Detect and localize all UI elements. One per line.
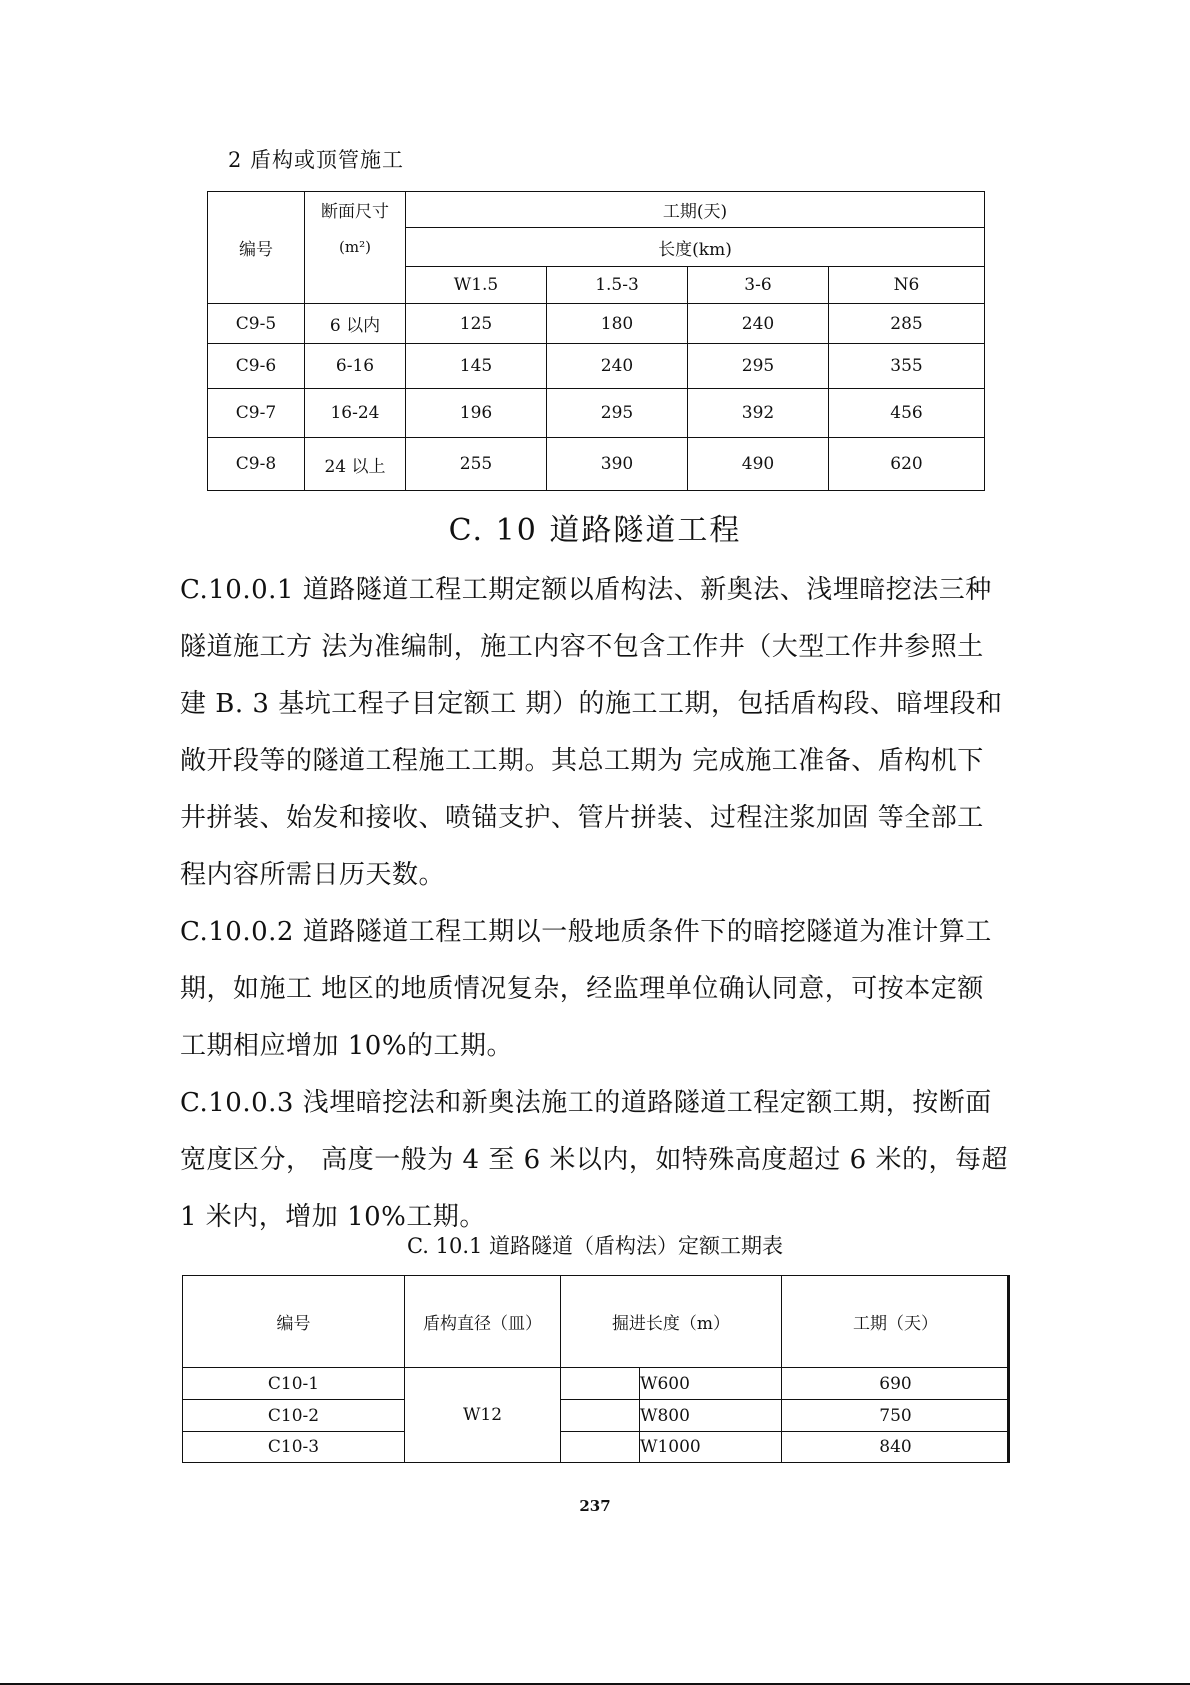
row-id: C10-2 <box>183 1400 405 1432</box>
header-id: 编号 <box>183 1276 405 1368</box>
row-value: 620 <box>829 438 985 491</box>
section-title: 2 盾构或顶管施工 <box>228 148 405 172</box>
row-value: 125 <box>406 304 547 344</box>
paragraph: C.10.0.1 道路隧道工程工期定额以盾构法、新奥法、浅埋暗挖法三种隧道施工方 法为准编制，施工内容不包含工作井（大型工作井参照土建 B. 3 基坑工程子目定额工 期）的施工工期，包括盾构段、暗埋段和敞开段等的隧道工程施工工期。其总工期为 完成施工准备、盾构机下井拼装、始发和接收、喷锚支护、管片拼装、过程注浆加固 等全部工程内容所需日历天数。 <box>180 575 1003 890</box>
row-value: 196 <box>406 389 547 438</box>
header-length-col: N6 <box>829 267 985 304</box>
tunnel-duration-table <box>182 1275 1010 1463</box>
row-id: C9-8 <box>208 438 305 491</box>
row-value: 285 <box>829 304 985 344</box>
header-diameter: 盾构直径（皿） <box>405 1276 561 1368</box>
row-id: C9-7 <box>208 389 305 438</box>
table-row <box>183 1432 1010 1463</box>
table-row <box>208 438 985 491</box>
blank-cell <box>561 1400 640 1432</box>
table-row <box>183 1400 1010 1432</box>
table-row <box>208 304 985 344</box>
row-id: C9-5 <box>208 304 305 344</box>
row-id: C10-3 <box>183 1432 405 1463</box>
blank-cell <box>561 1432 640 1463</box>
blank-cell <box>561 1368 640 1400</box>
table-double-border <box>1004 1275 1009 1462</box>
row-value: 390 <box>547 438 688 491</box>
header-length: 掘进长度（m） <box>561 1276 782 1368</box>
header-length-col: 3-6 <box>688 267 829 304</box>
row-section: 16-24 <box>305 389 406 438</box>
header-duration: 工期(天) <box>406 192 985 228</box>
row-duration: 690 <box>782 1368 1010 1400</box>
table-row <box>208 389 985 438</box>
row-value: 240 <box>688 304 829 344</box>
table-caption: C. 10.1 道路隧道（盾构法）定额工期表 <box>406 1234 784 1258</box>
chapter-title: C. 10 道路隧道工程 <box>448 513 742 548</box>
row-length: W1000 <box>640 1432 782 1463</box>
row-value: 145 <box>406 344 547 389</box>
header-id: 编号 <box>208 192 305 304</box>
row-duration: 750 <box>782 1400 1010 1432</box>
row-value: 355 <box>829 344 985 389</box>
table-row <box>208 344 985 389</box>
row-value: 255 <box>406 438 547 491</box>
paragraph-block <box>180 562 1010 1246</box>
header-duration: 工期（天） <box>782 1276 1010 1368</box>
row-section: 24 以上 <box>305 438 406 491</box>
row-length: W600 <box>640 1368 782 1400</box>
header-section-line1: 断面尺寸 <box>305 192 406 228</box>
header-section-line2: (m²) <box>305 228 406 267</box>
paragraph: C.10.0.2 道路隧道工程工期以一般地质条件下的暗挖隧道为准计算工期，如施工 地区的地质情况复杂，经监理单位确认同意，可按本定额工期相应增加 10%的工期。 <box>180 917 992 1061</box>
row-value: 295 <box>688 344 829 389</box>
row-length: W800 <box>640 1400 782 1432</box>
row-id: C10-1 <box>183 1368 405 1400</box>
table-row <box>183 1368 1010 1400</box>
header-section-blank <box>305 267 406 304</box>
diameter-cell: W12 <box>405 1368 561 1463</box>
paragraph: C.10.0.3 浅埋暗挖法和新奥法施工的道路隧道工程定额工期，按断面宽度区分， 高度一般为 4 至 6 米以内，如特殊高度超过 6 米的，每超 1 米内，增加 10%工期。 <box>180 1088 1008 1232</box>
row-value: 490 <box>688 438 829 491</box>
page-number: 237 <box>579 1497 611 1515</box>
row-section: 6-16 <box>305 344 406 389</box>
header-length: 长度(km) <box>406 228 985 267</box>
row-id: C9-6 <box>208 344 305 389</box>
row-duration: 840 <box>782 1432 1010 1463</box>
shield-construction-table <box>207 191 985 491</box>
row-value: 295 <box>547 389 688 438</box>
header-length-col: W1.5 <box>406 267 547 304</box>
row-value: 240 <box>547 344 688 389</box>
row-value: 180 <box>547 304 688 344</box>
header-length-col: 1.5-3 <box>547 267 688 304</box>
row-section: 6 以内 <box>305 304 406 344</box>
row-value: 392 <box>688 389 829 438</box>
row-value: 456 <box>829 389 985 438</box>
